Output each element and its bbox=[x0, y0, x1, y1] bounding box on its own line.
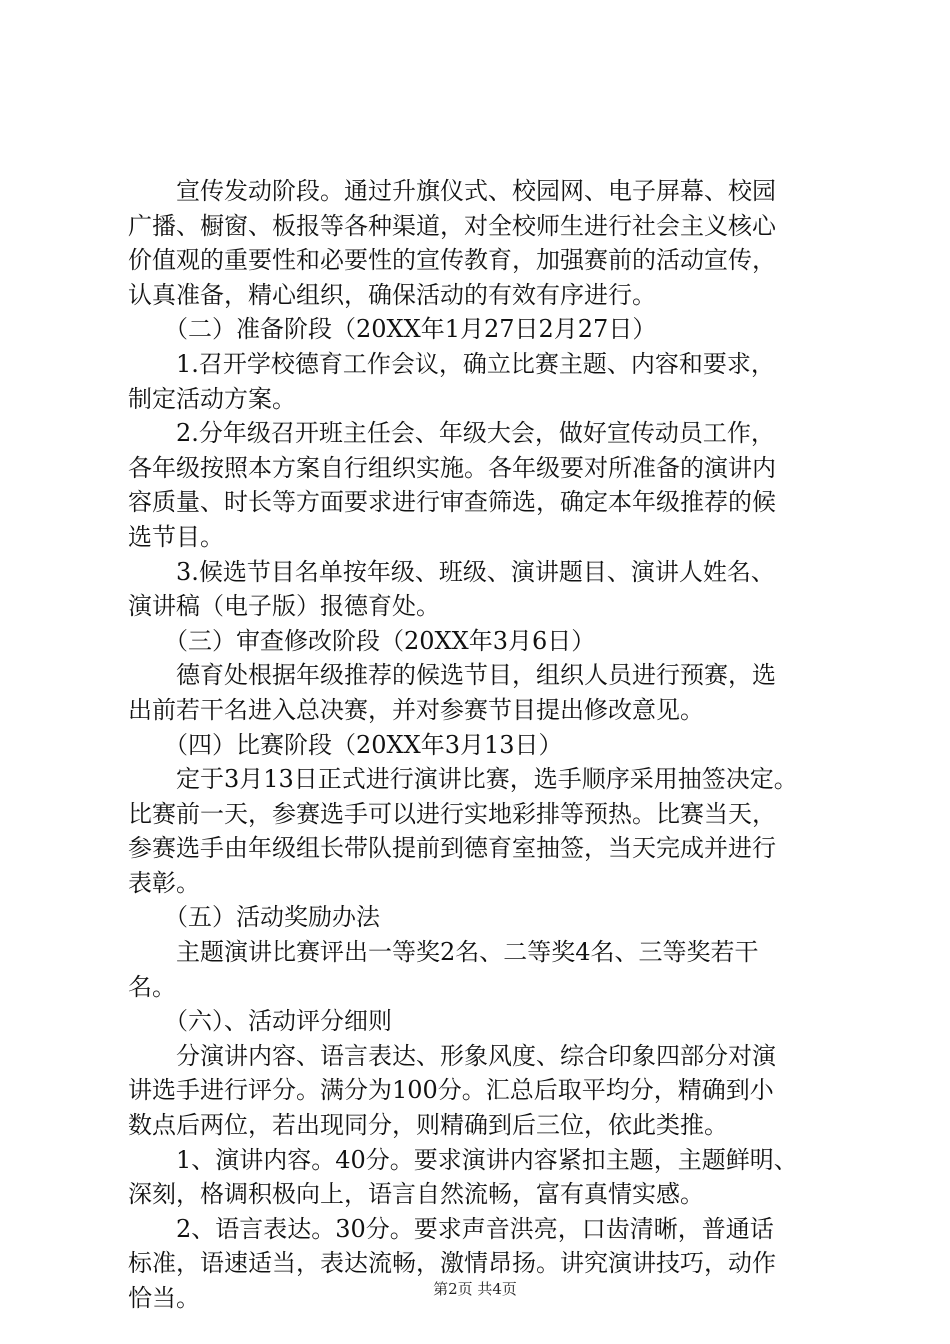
text-line: 制定活动方案。 bbox=[128, 384, 296, 413]
text-line: 定于3月13日正式进行演讲比赛，选手顺序采用抽签决定。 bbox=[128, 765, 798, 794]
text-line: 恰当。 bbox=[128, 1284, 200, 1312]
text-line: （四）比赛阶段（20XX年3月13日） bbox=[128, 730, 563, 759]
text-line: 主题演讲比赛评出一等奖2名、二等奖4名、三等奖若干 bbox=[128, 938, 759, 967]
text-line: 2、语言表达。30分。要求声音洪亮，口齿清晰，普通话 bbox=[128, 1214, 774, 1243]
text-line: 2.分年级召开班主任会、年级大会，做好宣传动员工作， bbox=[128, 419, 775, 448]
text-line: （五）活动奖励办法 bbox=[128, 903, 380, 932]
text-line: 1、演讲内容。40分。要求演讲内容紧扣主题，主题鲜明、 bbox=[128, 1145, 798, 1174]
text-line: 容质量、时长等方面要求进行审查筛选，确定本年级推荐的候 bbox=[128, 488, 776, 517]
text-line: 认真准备，精心组织，确保活动的有效有序进行。 bbox=[128, 280, 656, 309]
text-line: 德育处根据年级推荐的候选节目，组织人员进行预赛，选 bbox=[128, 661, 776, 690]
text-line: 1.召开学校德育工作会议，确立比赛主题、内容和要求， bbox=[128, 349, 775, 378]
text-line: 选节目。 bbox=[128, 522, 224, 551]
page-footer: 第2页 共4页 bbox=[433, 1280, 517, 1298]
text-line: 名。 bbox=[128, 972, 176, 1001]
text-line: 广播、橱窗、板报等各种渠道，对全校师生进行社会主义核心 bbox=[128, 211, 776, 240]
text-line: 参赛选手由年级组长带队提前到德育室抽签，当天完成并进行 bbox=[128, 834, 776, 863]
text-line: 宣传发动阶段。通过升旗仪式、校园网、电子屏幕、校园 bbox=[128, 177, 776, 205]
text-line: 表彰。 bbox=[128, 868, 200, 897]
text-line: 价值观的重要性和必要性的宣传教育，加强赛前的活动宣传， bbox=[128, 246, 776, 275]
text-line: 深刻，格调积极向上，语言自然流畅，富有真情实感。 bbox=[128, 1180, 704, 1209]
text-line: 3.候选节目名单按年级、班级、演讲题目、演讲人姓名、 bbox=[128, 557, 775, 586]
text-line: 分演讲内容、语言表达、形象风度、综合印象四部分对演 bbox=[128, 1041, 776, 1070]
text-line: 标准，语速适当，表达流畅，激情昂扬。讲究演讲技巧，动作 bbox=[128, 1249, 776, 1278]
text-line: 讲选手进行评分。满分为100分。汇总后取平均分，精确到小 bbox=[128, 1076, 774, 1105]
text-line: 数点后两位，若出现同分，则精确到后三位，依此类推。 bbox=[128, 1111, 728, 1140]
text-line: （六）、活动评分细则 bbox=[128, 1007, 392, 1036]
document-body bbox=[128, 174, 838, 1316]
text-line: 演讲稿（电子版）报德育处。 bbox=[128, 592, 440, 621]
text-line: 各年级按照本方案自行组织实施。各年级要对所准备的演讲内 bbox=[128, 453, 776, 482]
text-line: 出前若干名进入总决赛，并对参赛节目提出修改意见。 bbox=[128, 695, 704, 724]
text-line: （三）审查修改阶段（20XX年3月6日） bbox=[128, 626, 596, 655]
text-line: （二）准备阶段（20XX年1月27日2月27日） bbox=[128, 315, 657, 344]
text-line: 比赛前一天，参赛选手可以进行实地彩排等预热。比赛当天， bbox=[128, 799, 776, 828]
